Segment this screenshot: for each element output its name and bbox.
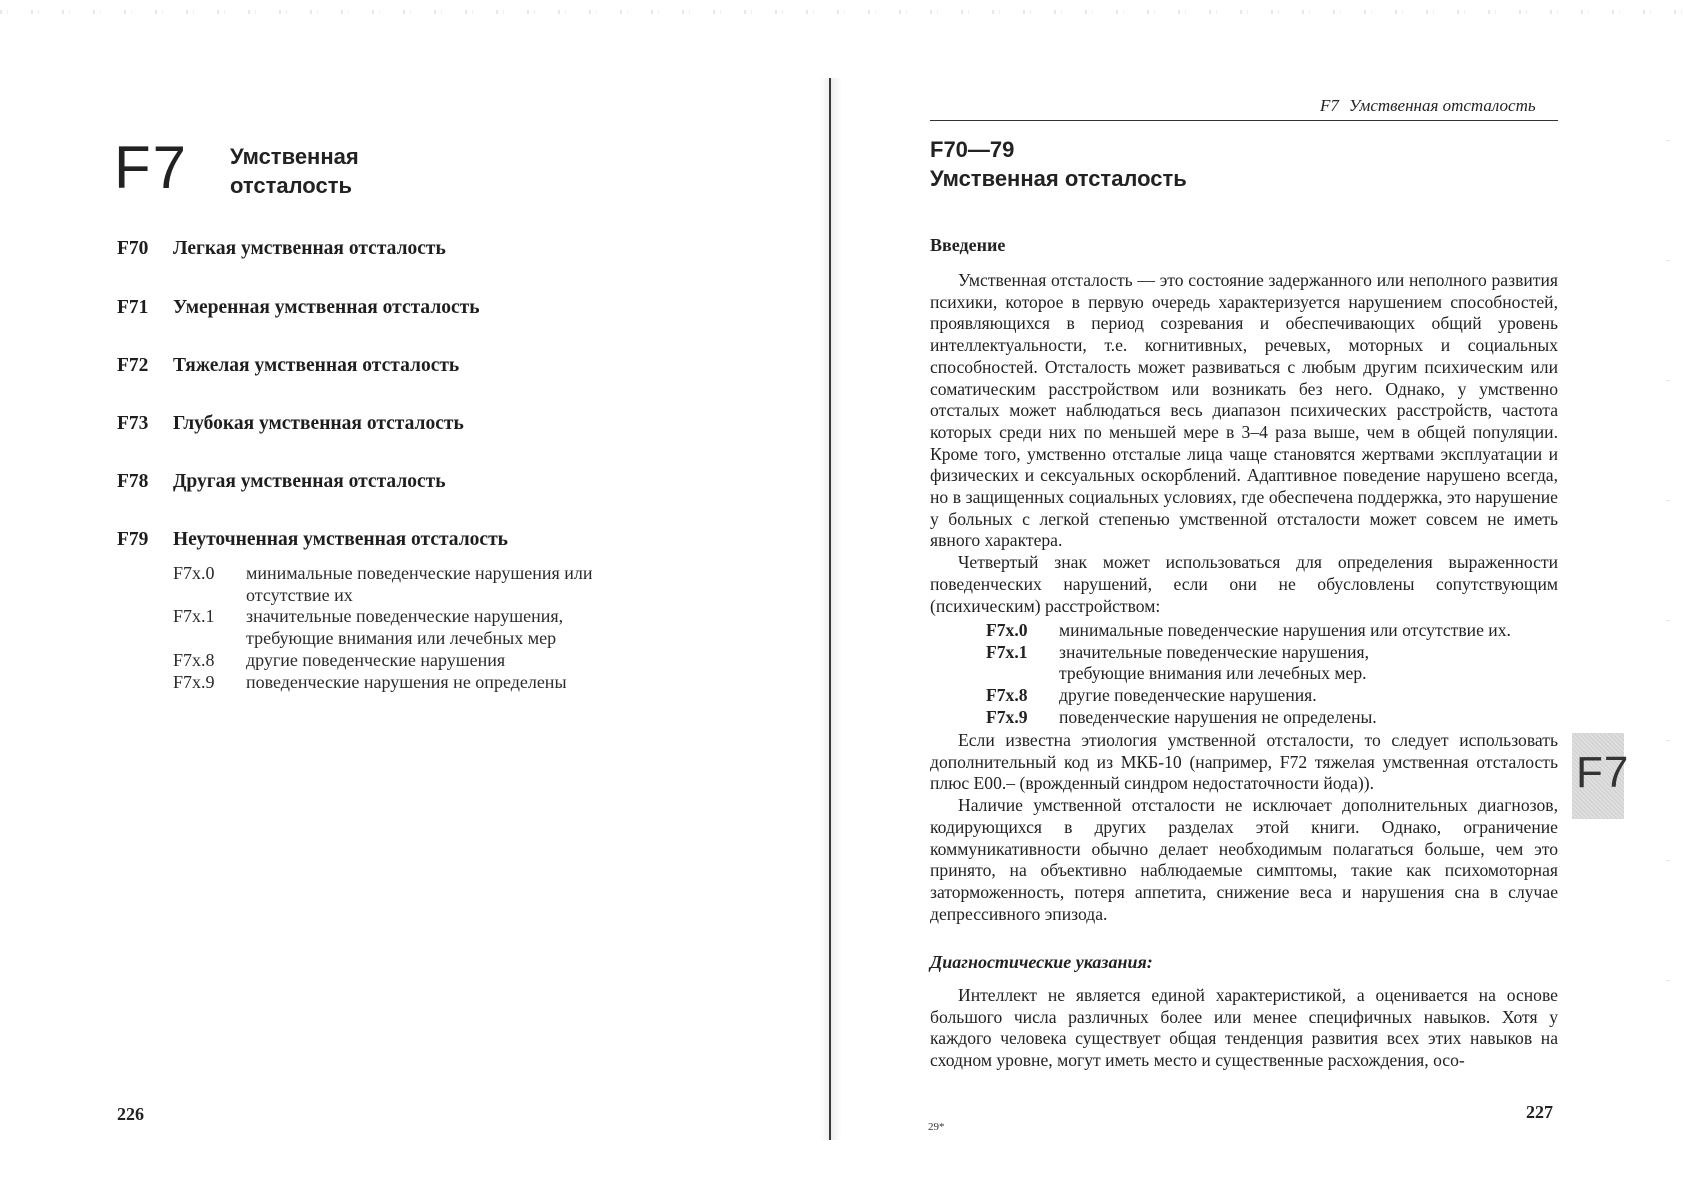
chapter-title-line1: Умственная [230, 144, 359, 169]
code-text: поведенческие нарушения не определены. [1059, 706, 1377, 727]
section-title: Умственная отсталость [930, 166, 1187, 191]
toc-title: Неуточненная умственная отсталость [173, 529, 508, 550]
code-text: минимальные поведенческие нарушения или отсутствие их. [1059, 620, 1511, 640]
toc-title: Глубокая умственная отсталость [173, 413, 464, 434]
running-head-title: Умственная отсталость [1348, 96, 1536, 115]
code-item [986, 620, 1511, 642]
code-label: F7x.0 [986, 620, 1028, 640]
toc-entry-f71 [117, 297, 480, 319]
paragraph: Наличие умственной отсталости не исключает дополнительных диагнозов, кодирующихся в других разделах этой книги. Однако, ограничение коммуникативности обычно делает необходимым полагаться больше, чем это принято, на объективно наблюдаемые симптомы, такие как психомоторная заторможенность, потеря аппетита, снижение веса и нарушения сна в случае депрессивного эпизода. [930, 795, 1558, 924]
toc-code: F72 [117, 355, 149, 376]
chapter-code: F7 [114, 134, 189, 201]
paragraph: Умственная отсталость — это состояние задержанного или неполного развития психики, которое в первую очередь характеризуется нарушением способностей, проявляющихся в период созревания и обеспечивающих общий уровень интеллектуальности, т.е. когнитивных, речевых, моторных и социальных способностей. Отсталость может развиваться с любым другим психическим или соматическим расстройством или возникать без него. Однако, у умственно отсталых может наблюдаться весь диапазон психических расстройств, частота которых среди них по меньшей мере в 3–4 раза выше, чем в общей популяции. Кроме того, умственно отсталые лица чаще становятся жертвами эксплуатации и физических и сексуальных оскорблений. Адаптивное поведение нарушено всегда, но в защищенных социальных условиях, где обеспечена поддержка, это нарушение у больных с легкой степенью умственной отсталости может совсем не иметь явного характера. [930, 270, 1558, 551]
intro-text [930, 270, 1558, 617]
toc-entry-f73 [117, 413, 464, 435]
header-rule [930, 120, 1558, 121]
code-label: F7x.1 [986, 641, 1028, 662]
toc-entry-f78 [117, 471, 446, 493]
toc-code: F70 [117, 238, 149, 259]
diagnostic-text [930, 985, 1558, 1072]
paragraph: Четвертый знак может использоваться для определения выраженности поведенческих нарушений, если они не обусловлены сопутствующим (психическим) расстройством: [930, 552, 1558, 616]
subcode-text: минимальные поведенческие нарушения или отсутствие их [246, 563, 593, 605]
toc-code: F79 [117, 529, 149, 550]
page-number-left: 226 [117, 1104, 144, 1124]
subcode-code: F7x.1 [173, 606, 215, 627]
subcode-item [173, 563, 613, 606]
code-list [986, 620, 1511, 729]
subcode-item [173, 672, 613, 694]
code-label: F7x.8 [986, 685, 1028, 706]
page-number-right: 227 [1526, 1102, 1553, 1122]
chapter-title [230, 142, 359, 200]
subcode-code: F7x.8 [173, 649, 215, 670]
subcode-text: поведенческие нарушения не определены [246, 671, 567, 692]
body-text-continued [930, 730, 1558, 925]
toc-title: Умеренная умственная отсталость [173, 297, 480, 318]
code-item [986, 642, 1511, 664]
thumb-tab-label: F7 [1576, 748, 1630, 797]
toc-title: Легкая умственная отсталость [173, 238, 446, 259]
toc-title: Другая умственная отсталость [173, 471, 446, 492]
intro-heading: Введение [930, 235, 1006, 255]
code-item [986, 707, 1511, 729]
toc-code: F73 [117, 413, 149, 434]
toc-code: F78 [117, 471, 149, 492]
paragraph: Если известна этиология умственной отсталости, то следует использовать дополнительный код из МКБ-10 (например, F72 тяжелая умственная отсталость плюс Е00.– (врожденный синдром недостаточности йода)). [930, 730, 1558, 794]
code-item [986, 685, 1511, 707]
chapter-title-line2: отсталость [230, 173, 352, 198]
subcode-item [173, 606, 613, 649]
subcode-code: F7x.0 [173, 563, 215, 583]
subcode-item [173, 650, 613, 672]
code-text: значительные поведенческие нарушения, [1059, 641, 1369, 662]
subcode-text: другие поведенческие нарушения [246, 649, 506, 670]
subcode-text: значительные поведенческие нарушения, требующие внимания или лечебных мер [246, 606, 564, 649]
running-head-code: F7 [1320, 96, 1339, 115]
toc-entry-f72 [117, 355, 459, 377]
paragraph: Интеллект не является единой характеристикой, а оценивается на основе большого числа различных более или менее специфичных навыков. Хотя у каждого человека существует общая тенденция развития всех этих навыков на сходном уровне, могут иметь место и существенные расхождения, осо- [930, 985, 1558, 1071]
signature-mark: 29* [928, 1121, 945, 1133]
code-item-continuation [986, 663, 1511, 685]
subcode-code: F7x.9 [173, 671, 215, 692]
code-text: другие поведенческие нарушения. [1059, 685, 1317, 706]
running-head [1320, 96, 1536, 116]
toc-title: Тяжелая умственная отсталость [173, 355, 460, 376]
toc-code: F71 [117, 297, 149, 318]
page-edge-marks [1666, 140, 1670, 1040]
code-label: F7x.9 [986, 706, 1028, 727]
section-code: F70—79 [930, 137, 1015, 162]
subcode-list [173, 563, 613, 693]
toc-entry-f79 [117, 529, 508, 551]
code-text: требующие внимания или лечебных мер. [1059, 663, 1367, 684]
toc-entry-f70 [117, 238, 446, 260]
thumb-tab [1572, 733, 1630, 819]
diagnostic-heading: Диагностические указания: [930, 952, 1153, 972]
